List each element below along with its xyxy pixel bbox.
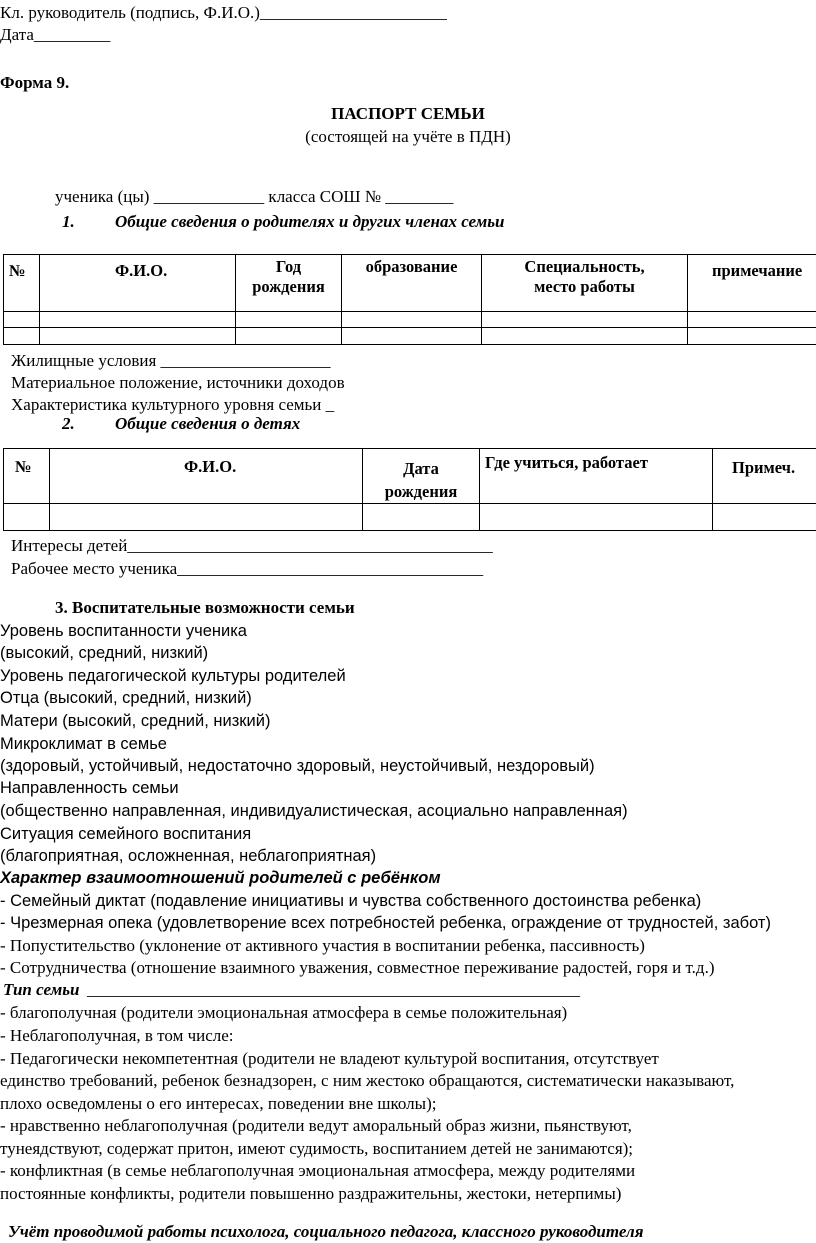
microclimate-options: (здоровый, устойчивый, недостаточно здоровый, неустойчивый, нездоровый) — [0, 755, 595, 777]
table-cell[interactable] — [688, 328, 816, 345]
table-cell[interactable] — [4, 504, 50, 531]
section3-title: 3. Воспитательные возможности семьи — [55, 597, 355, 619]
family-type-item: плохо осведомлены о его интересах, поведении вне школы); — [0, 1093, 436, 1115]
upbringing-situation-line: Ситуация семейного воспитания — [0, 823, 251, 845]
table-cell[interactable] — [40, 328, 236, 345]
family-type-item: тунеядствуют, содержат притон, имеют судимость, воспитанием детей не занимаются); — [0, 1138, 633, 1160]
table-row — [4, 312, 816, 328]
family-type-blank: __________________________________________________________ — [87, 979, 580, 1001]
col-notes: примечание — [688, 255, 816, 312]
table-cell[interactable] — [40, 312, 236, 328]
col-education: образование — [342, 255, 482, 312]
table-cell[interactable] — [236, 312, 342, 328]
relations-title: Характер взаимоотношений родителей с ребёнком — [0, 867, 441, 889]
family-type-item: - Неблагополучная, в том числе: — [0, 1025, 234, 1047]
table-cell[interactable] — [482, 312, 688, 328]
table-cell[interactable] — [480, 504, 713, 531]
work-record-title: Учёт проводимой работы психолога, социального педагога, классного руководителя — [8, 1221, 643, 1243]
upbringing-situation-options: (благоприятная, осложненная, неблагоприятная) — [0, 845, 376, 867]
cultural-level-line: Характеристика культурного уровня семьи _ — [11, 394, 334, 416]
relation-item: - Попустительство (уклонение от активного участия в воспитании ребенка, пассивность) — [0, 935, 645, 957]
pedagogical-culture-line: Уровень педагогической культуры родителей — [0, 665, 346, 687]
table-cell[interactable] — [363, 504, 480, 531]
page-subtitle: (состоящей на учёте в ПДН) — [0, 126, 816, 148]
family-type-item: постоянные конфликты, родители повышенно раздражительны, жестоки, нетерпимы) — [0, 1183, 621, 1205]
parents-table — [3, 254, 816, 345]
housing-conditions-line: Жилищные условия ____________________ — [11, 350, 331, 372]
teacher-signature-line: Кл. руководитель (подпись, Ф.И.О.)______________________ — [0, 2, 447, 24]
family-type-item: - нравственно неблагополучная (родители ведут аморальный образ жизни, пьянствуют, — [0, 1115, 632, 1137]
table-cell[interactable] — [688, 312, 816, 328]
table-header-row — [4, 449, 816, 504]
family-orientation-options: (общественно направленная, индивидуалистическая, асоциально направленная) — [0, 800, 628, 822]
table-cell[interactable] — [482, 328, 688, 345]
table-row — [4, 504, 816, 531]
section1-number: 1. — [62, 211, 75, 233]
section1-title: Общие сведения о родителях и других членах семьи — [115, 211, 505, 233]
children-interests-line: Интересы детей___________________________________________ — [11, 535, 493, 557]
family-type-item: - благополучная (родители эмоциональная атмосфера в семье положительная) — [0, 1002, 567, 1024]
family-type-title: Тип семьи — [3, 979, 79, 1001]
col-number: № — [4, 449, 50, 504]
mother-level-line: Матери (высокий, средний, низкий) — [0, 710, 270, 732]
date-line: Дата_________ — [0, 24, 110, 46]
relation-item: - Семейный диктат (подавление инициативы и чувства собственного достоинства ребенка) — [0, 890, 701, 912]
children-table — [3, 448, 816, 531]
col-notes: Примеч. — [713, 449, 816, 504]
upbringing-level-options: (высокий, средний, низкий) — [0, 642, 208, 664]
section2-number: 2. — [62, 413, 75, 435]
microclimate-line: Микроклимат в семье — [0, 733, 167, 755]
student-workplace-line: Рабочее место ученика____________________________________ — [11, 558, 483, 580]
student-line: ученика (цы) _____________ класса СОШ № ________ — [55, 186, 453, 208]
relation-item: - Чрезмерная опека (удовлетворение всех потребностей ребенка, ограждение от трудностей, забот) — [0, 912, 771, 934]
col-birth-year: Год рождения — [236, 255, 342, 312]
table-cell[interactable] — [50, 504, 363, 531]
col-name: Ф.И.О. — [40, 255, 236, 312]
relation-item: - Сотрудничества (отношение взаимного уважения, совместное переживание радостей, горя и т.д.) — [0, 957, 714, 979]
family-type-item: - Педагогически некомпетентная (родители не владеют культурой воспитания, отсутствует — [0, 1048, 659, 1070]
col-birth-date: Дата рождения — [363, 449, 480, 504]
family-orientation-line: Направленность семьи — [0, 777, 179, 799]
table-cell[interactable] — [4, 328, 40, 345]
table-cell[interactable] — [4, 312, 40, 328]
col-occupation: Специальность, место работы — [482, 255, 688, 312]
table-cell[interactable] — [342, 328, 482, 345]
table-cell[interactable] — [713, 504, 816, 531]
father-level-line: Отца (высокий, средний, низкий) — [0, 687, 252, 709]
col-study-work: Где учиться, работает — [480, 449, 713, 504]
page-title: ПАСПОРТ СЕМЬИ — [0, 103, 816, 125]
table-cell[interactable] — [236, 328, 342, 345]
financial-situation-line: Материальное положение, источники доходов — [11, 372, 345, 394]
section2-title: Общие сведения о детях — [115, 413, 300, 435]
table-row — [4, 328, 816, 345]
col-name: Ф.И.О. — [50, 449, 363, 504]
table-cell[interactable] — [342, 312, 482, 328]
upbringing-level-line: Уровень воспитанности ученика — [0, 620, 247, 642]
family-type-item: единство требований, ребенок безнадзорен, с ним жестоко обращаются, систематически наказывают, — [0, 1070, 734, 1092]
form-label: Форма 9. — [0, 72, 69, 94]
table-header-row — [4, 255, 816, 312]
col-number: № — [4, 255, 40, 312]
family-type-item: - конфликтная (в семье неблагополучная эмоциональная атмосфера, между родителями — [0, 1160, 635, 1182]
